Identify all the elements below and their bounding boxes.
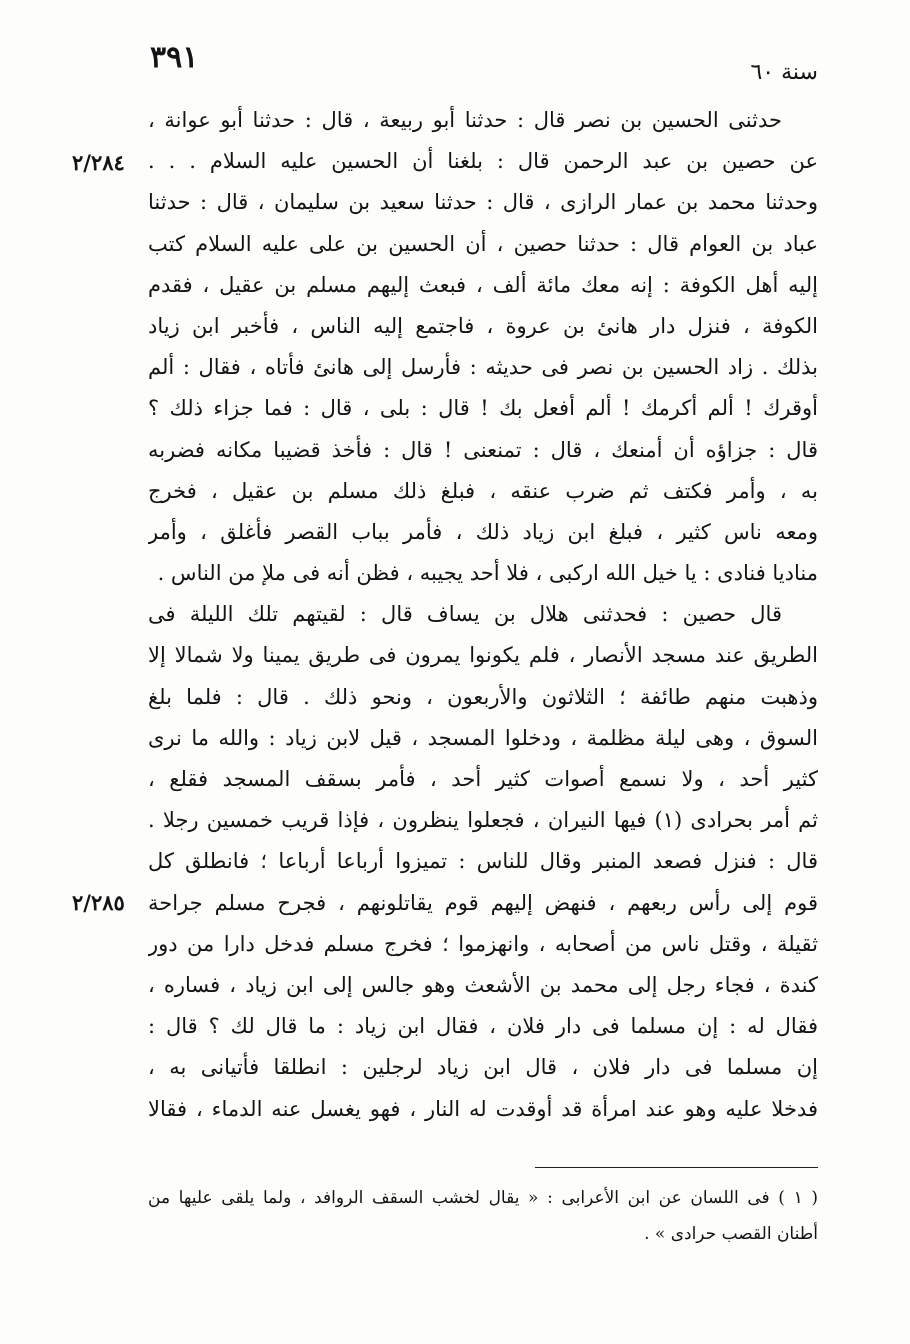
text-line: فدخلا عليه وهو عند امرأة قد أوقدت له النار ، فهو يغسل عنه الدماء ، فقالا <box>148 1096 818 1121</box>
text-line: وذهبت منهم طائفة ؛ الثلاثون والأربعون ، ونحو ذلك . قال : فلما بلغ <box>148 684 818 709</box>
page-number: ٣٩١ <box>150 40 199 75</box>
text-line: حدثنى الحسين بن نصر قال : حدثنا أبو ربيعة ، قال : حدثنا أبو عوانة ، <box>148 108 782 132</box>
text-line: قال حصين : فحدثنى هلال بن يساف قال : لقيتهم تلك الليلة فى <box>148 602 782 627</box>
text-line: كندة ، فجاء رجل إلى محمد بن الأشعث وهو جالس إلى ابن زياد ، فساره ، <box>148 972 818 997</box>
footnote-line: أطنان القصب حرادى » . <box>644 1224 818 1244</box>
text-line: وحدثنا محمد بن عمار الرازى ، قال : حدثنا سعيد بن سليمان ، قال : حدثنا <box>148 190 818 215</box>
text-line: قال : جزاؤه أن أمنعك ، قال : تمنعنى ! قال : فأخذ قضيبا مكانه فضربه <box>148 437 818 462</box>
footnote-line: ( ١ ) فى اللسان عن ابن الأعرابى : « يقال لخشب السقف الروافد ، ولما يلقى عليها من <box>148 1188 818 1208</box>
text-line: إليه أهل الكوفة : إنه معك مائة ألف ، فبعث إليهم مسلم بن عقيل ، فقدم <box>148 272 818 297</box>
text-line: قال : فنزل فصعد المنبر وقال للناس : تميزوا أرباعا أرباعا ؛ فانطلق كل <box>148 849 818 874</box>
text-line: عباد بن العوام قال : حدثنا حصين ، أن الحسين بن على عليه السلام كتب <box>148 231 818 256</box>
footnote-divider <box>535 1167 818 1168</box>
text-line: به ، وأمر فكتف ثم ضرب عنقه ، فبلغ ذلك مسلم بن عقيل ، فخرج <box>148 478 818 503</box>
text-line: قوم إلى رأس ربعهم ، فنهض إليهم قوم يقاتلونهم ، فجرح مسلم جراحة <box>148 890 818 915</box>
text-line: بذلك . زاد الحسين بن نصر فى حديثه : فأرسل إلى هانئ فأتاه ، فقال : ألم <box>148 355 818 380</box>
text-line: عن حصين بن عبد الرحمن قال : بلغنا أن الحسين عليه السلام . . . <box>148 149 818 174</box>
text-line: ثم أمر بحرادى (١) فيها النيران ، فجعلوا ينظرون ، فإذا قريب خمسين رجلا . <box>148 808 818 833</box>
margin-reference: ٢/٢٨٥ <box>72 890 125 915</box>
text-line: أوقرك ! ألم أكرمك ! ألم أفعل بك ! قال : بلى ، قال : فما جزاء ذلك ؟ <box>148 396 818 421</box>
text-line: مناديا فنادى : يا خيل الله اركبى ، فلا أحد يجيبه ، فظن أنه فى ملإ من الناس . <box>157 561 818 586</box>
text-line: ثقيلة ، وقتل ناس من أصحابه ، وانهزموا ؛ فخرج مسلم فدخل دارا من دور <box>148 931 818 956</box>
text-line: الطريق عند مسجد الأنصار ، فلم يكونوا يمرون فى طريق يمينا ولا شمالا إلا <box>148 643 818 668</box>
text-line: إن مسلما فى دار فلان ، قال ابن زياد لرجلين : انطلقا فأتيانى به ، <box>148 1055 818 1080</box>
running-header: سنة ٦٠ <box>750 60 818 85</box>
text-line: ومعه ناس كثير ، فبلغ ابن زياد ذلك ، فأمر بباب القصر فأغلق ، وأمر <box>148 519 818 544</box>
text-line: فقال له : إن مسلما فى دار فلان ، فقال ابن زياد : ما قال لك ؟ قال : <box>148 1014 818 1039</box>
footnote <box>148 1180 818 1252</box>
text-line: كثير أحد ، ولا نسمع أصوات كثير أحد ، فأمر بسقف المسجد فقلع ، <box>148 767 818 791</box>
margin-reference: ٢/٢٨٤ <box>72 150 125 175</box>
text-line: السوق ، وهى ليلة مظلمة ، ودخلوا المسجد ، قيل لابن زياد : والله ما نرى <box>148 725 818 750</box>
text-line: الكوفة ، فنزل دار هانئ بن عروة ، فاجتمع إليه الناس ، فأخبر ابن زياد <box>148 313 818 338</box>
main-text <box>148 100 818 1130</box>
